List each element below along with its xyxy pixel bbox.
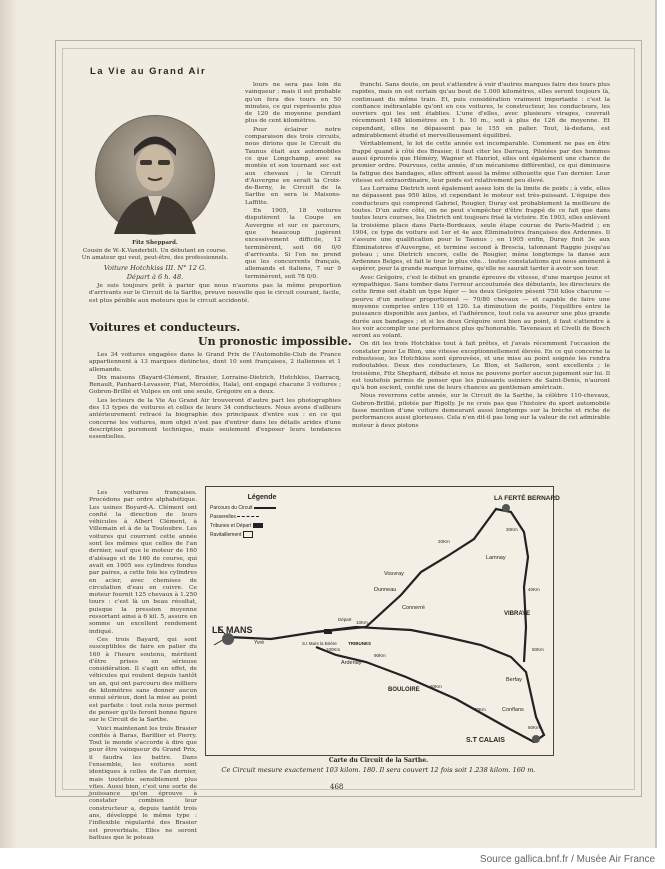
town-la-ferte-bernard: LA FERTÉ BERNARD (494, 495, 560, 502)
map-subcaption: Ce Circuit mesure exactement 103 kilom. 180. Il sera couvert 12 fois soit 1.238 kilom. 160 m. (221, 766, 536, 774)
paragraph: En 1905, 18 voitures disputèrent la Coupe en Auvergne et sur ce parcours, que beaucoup jugèrent excessivement difficile, 12 terminèrent, soit 66 0/0 d'arrivants. Si l'on ne prend que les concurrents français, allemands et italiens, 7 sur 9 terminèrent, soit 78 0/0. (245, 208, 341, 280)
circuit-map (205, 486, 560, 756)
km-mark-70: 70Km (474, 707, 486, 712)
town-ardenay: Ardenay (341, 660, 362, 666)
km-mark-80: 80Km (430, 684, 442, 689)
town-st-mars: S.t Mars la Brière (302, 641, 337, 646)
paragraph: Nous reverrons cette année, sur le Circuit de la Sarthe, la célèbre 110-chevaux, Gobron-Brillié, pilotée par Rigolly. Je ne crois pas que l'histoire du sport automobile fasse mention d'une voiture demeurant aussi longtemps sur la brèche et riche de performances aussi glorieuses. Cela n'en dit-il pas long sur la valeur de cet admirable moteur à deux pistons (352, 393, 610, 429)
paragraph: Les 34 voitures engagées dans le Grand Prix de l'Automobile-Club de France appartiennent à 13 marques distinctes, dont 10 sont françaises, 2 italiennes et 1 allemande. (89, 352, 341, 373)
portrait-figure (96, 116, 214, 234)
section-title: Voitures et conducteurs. (89, 321, 241, 334)
source-attribution: Source gallica.bnf.fr / Musée Air France (479, 854, 655, 865)
portrait-car-line: Voiture Hotchkiss III. N° 12 G. (103, 264, 207, 272)
km-mark-40: 40Km (528, 587, 540, 592)
legend-item-refuelling: Ravitaillement (210, 531, 314, 540)
legend-title: Légende (247, 494, 277, 501)
town-le-mans: LE MANS (212, 625, 253, 635)
town-st-calais: S.T CALAIS (466, 737, 505, 744)
column-middle-lower (89, 490, 197, 841)
town-bouloire: BOULOIRE (388, 687, 420, 693)
grandstand-marker (324, 629, 332, 634)
column-right (352, 82, 610, 482)
page-number: 468 (330, 783, 344, 791)
town-berfay: Berfay (506, 677, 522, 683)
legend-item-route: Parcours du Circuit (210, 504, 314, 513)
town-vibraye: VIBRAYE (504, 611, 531, 617)
km-mark-60: 60Km (528, 725, 540, 730)
paragraph: Je suis toujours prêt à parier que nous n'aurons pas la même proportion d'arrivants sur le Circuit de la Sarthe, preuve nouvelle que le circuit courant, facile, est plus pénible aux moteurs que le circuit accidenté. (89, 283, 341, 304)
map-caption: Carte du Circuit de la Sarthe. (328, 757, 429, 764)
town-yvre: Yvré (254, 640, 265, 646)
km-mark-10: 10Km (356, 620, 368, 625)
circuit-route (206, 487, 553, 755)
paragraph: Avec Grégoire, c'est le début en grande épreuve de vitesse, d'une marque jeune et sympathique. Sans tomber dans l'erreur accoutumée des débutants, les directeurs de cette firme ont établi un type léger — les deux Grégoire pèsent 750 kilos chacune — pourvu d'un moteur proportionné — 70/80 chevaux — et capable de faire une moyenne comprise entre 110 et 120. La diminution de poids, l'équilibre entre la puissance disponible aux jantes, et l'adhérence, tout cela va assurer une plus grande durée aux bandages ; et si les deux Grégoire sont bien au point, il faut s'attendre à les voir accomplir une performance plus qu'honorable. Taveneaux et Civelli de Bosch seront au volant. (352, 274, 610, 340)
la-ferte-marker (502, 504, 510, 512)
km-mark-30: 30Km (506, 527, 518, 532)
route-line-north (316, 509, 531, 662)
paragraph: On dit les trois Hotchkiss tout à fait prêtes, et j'avais récemment l'occasion de constater pour Le Blon, une vitesse exceptionnellement élevée. En ce qui concerne la robustesse, les Hotchkiss sont éprouvées, et une mise au point soignée les rendra redoutables. Deux des conducteurs, Le Blon, et Salleron, sont excellents ; le troisième, Fitz Shephard, débute et nous ne pouvons porter aucun jugement sur lui. Il est toutefois permis de penser que les puissants usiniers de Saint-Denis, n'auront qu'à bon escient, confié une de leurs chances au gentleman américain. (352, 341, 610, 392)
km-mark-90: 90Km (374, 653, 386, 658)
paragraph: Les voitures françaises. Procédons par ordre alphabétique. Les usines Boyard-A. Clément ont confié la direction de leurs véhicules à Albert Clément, à Villemain et à de la Touloubre. Les voitures qui courront cette année sont les mêmes que celles de l'an dernier, sauf que le moteur de 160 d'alésage et de 160 de course, qui avait en 1905 ses cylindres fondus par paires, a cette fois les cylindres en acier, avec chemises de circulation d'eau en cuivre. Ce moteur fournit 125 chevaux à 1.250 tours : c'est là un beau résultat, puisque la pression moyenne ressortant ainsi à 6 kil. 5, assure en somme un excellent rendement indiqué. (89, 490, 197, 635)
paragraph: Ces trois Bayard, qui sont susceptibles de faire en palier du 160 à l'heure soutenu, méritent d'être prises en sérieuse considération. Il s'agit en effet, de véhicules qui roulent depuis tantôt un an, qui ont parcouru des milliers de kilomètres sans donner aucun ennui sérieux, dont la mise au point est parfaite : tout cela nous permet de penser qu'ils feront bonne figure sur le Circuit de la Sarthe. (89, 636, 197, 724)
paragraph: Les lecteurs de la Vie Au Grand Air trouveront d'autre part les photographies des 13 types de voitures et celles de leurs 34 conducteurs. Nous avons d'ailleurs antérieurement retracé la biographie des principaux d'entre eux : en ce qui concerne les voitures, mon objet n'est pas d'entrer dans les détails arides d'une description purement technique, mais seulement d'exposer leurs tendances essentielles. (89, 397, 341, 441)
paragraph: Voici maintenant les trois Brasier confiés à Baras, Barillier et Pierry. Tout le monde s'accorde à dire que pour être vainqueur du Grand Prix, il faudra les battre. Dans l'ensemble, les voitures sont identiques à celles de l'an dernier, mais toutefois sensiblement plus vites. Aussi bien, c'est une sorte de jouissance qu'on éprouve à constater combien leur constructeur a, depuis tantôt trois ans, développé le même type : l'inflexible régularité des Brasier est proverbiale. Elles ne seront battues que le poteau (89, 725, 197, 841)
portrait-caption-line-1: Cousin de W.-K.Vanderbilt. Un débutant en course. (82, 248, 228, 254)
legend-item-footbridges: Passerelles (210, 513, 314, 522)
paragraph: Les Lorraine Dietrich sont également assez loin de la limite de poids ; à vide, elles ne dépassent pas 950 kilos, et cependant le moteur est très-puissant. L'équipe des conducteurs qui comprend Gabriel, Rougier, Duray est probablement la meilleure de toutes. D'un autre côté, on ne peut s'empêcher d'être frappé de ce fait que dans toutes leurs courses, les Dietrich ont toujours frisé la victoire. En 1903, elles enlèvent la troisième place dans Paris-Bordeaux, seule étape courue de Paris-Madrid ; en 1904, ce type de voiture est 1er et 4e aux Éliminatoires françaises des Ardennes. Il s'assure une qualification pour le Taunus ; en 1905 enfin, Duray finit 3e aux Éliminatoires d'Auvergne, et termine second à Brescia, talonnant Raggio jusqu'au poteau ; une Dietrich encore, celle de Rougier, mène longtemps la danse aux Ardennes Belges, et fait le tour le plus vite... toutes constatations qui nous amènent à espérer, pour la grande marque lorraine, qu'elle ne saurait tarder à avoir son tour. (352, 186, 610, 273)
town-lamnay: Lamnay (486, 555, 506, 561)
paragraph: lours ne sera pas loin du vainqueur ; mais il est probable qu'on fera des tours en 50 minutes, ce qui représente plus de 120 de moyenne pendant plus de cent kilomètres. (245, 82, 341, 125)
legend-item-grandstand: Tribunes et Départ (210, 522, 314, 531)
paragraph: Dix maisons (Bayard-Clément, Brasier, Lorraine-Dietrich, Hotchkiss, Darracq, Renault, Panhard-Levassor, Fiat, Mercédès, Itala), ont engagé chacune 3 voitures ; Gobron-Brillié et Vulpes en ont une seule, Grégoire en a deux. (89, 374, 341, 396)
paragraph: Véritablement, le lot de cette année est incomparable. Comment ne pas en être frappé quand à côté des Brasier, il faut citer les Darracq. Pilotées par des hommes aussi éprouvés que Héméry, Wagner et Hanriot, elles ont également une chance de premier ordre. Pourvues, cette année, d'un mécanisme différentiel, ce qui diminuera la fatigue des bandages, elles offrent aussi la même silhouette que l'an dernier. Leur vitesse est extraordinaire, leur poids est relativement peu élevé. (352, 141, 610, 184)
st-calais-marker (532, 735, 540, 743)
paragraph-full-width (89, 283, 341, 313)
town-vouvray: Vouvray (384, 571, 404, 577)
label-tribunes: TRIBUNES (348, 641, 372, 646)
running-head: La Vie au Grand Air (90, 66, 207, 77)
column-middle-upper (89, 352, 341, 488)
section-subtitle: Un pronostic impossible. (198, 335, 352, 348)
km-mark-100: 100Km (326, 647, 341, 652)
portrait-caption-line-2: Un amateur qui veut, peut-être, des professionnels. (81, 255, 229, 261)
route-line-south (228, 627, 544, 742)
column-top-middle (245, 82, 341, 282)
town-conflans: Conflans (502, 707, 524, 713)
portrait-name: Fitz Sheppard. (132, 240, 178, 246)
paragraph: franchi. Sans doute, on peut s'attendre à voir d'autres marques faire des tours plus rapides, mais on est certain qu'au bout de 1.000 kilomètres, elles seront toujours là, continuant du même train. Et, puis considération vraiment importante : c'est la confiance inébranlable qu'ont en ces voitures, le constructeur, les conducteurs, les ouvriers qui les ont établies. L'une d'elles, avec plusieurs virages, couvrait récemment 148 kilomètres en 1 h. 10 m., soit à plus de 126 de moyenne. Et cependant, elles ne dépassent pas le 155 en palier. Tout, là-dedans, est admirablement étudié et merveilleusement équilibré. (352, 82, 610, 140)
portrait-start-line: Départ à 6 h. 48. (126, 273, 184, 281)
label-depart: Départ (338, 617, 352, 622)
town-connerre: Connerré (402, 605, 425, 611)
page-gutter (0, 0, 18, 848)
km-mark-20: 20Km (438, 539, 450, 544)
km-mark-50: 50Km (532, 647, 544, 652)
driver-portrait-photo (95, 115, 215, 235)
town-dunneau: Dunneau (374, 587, 397, 593)
paragraph: Pour éclairer notre comparaison des trois circuits, nous dirions que le Circuit du Taunus était aux automobiles ce que Longchamp, avec sa montée et son tournant sec est aux chevaux ; le Circuit d'Auvergne en serait la Croix-de-Berny, le Circuit de la Sarthe en sera le Maisons-Laffitte. (245, 126, 341, 206)
